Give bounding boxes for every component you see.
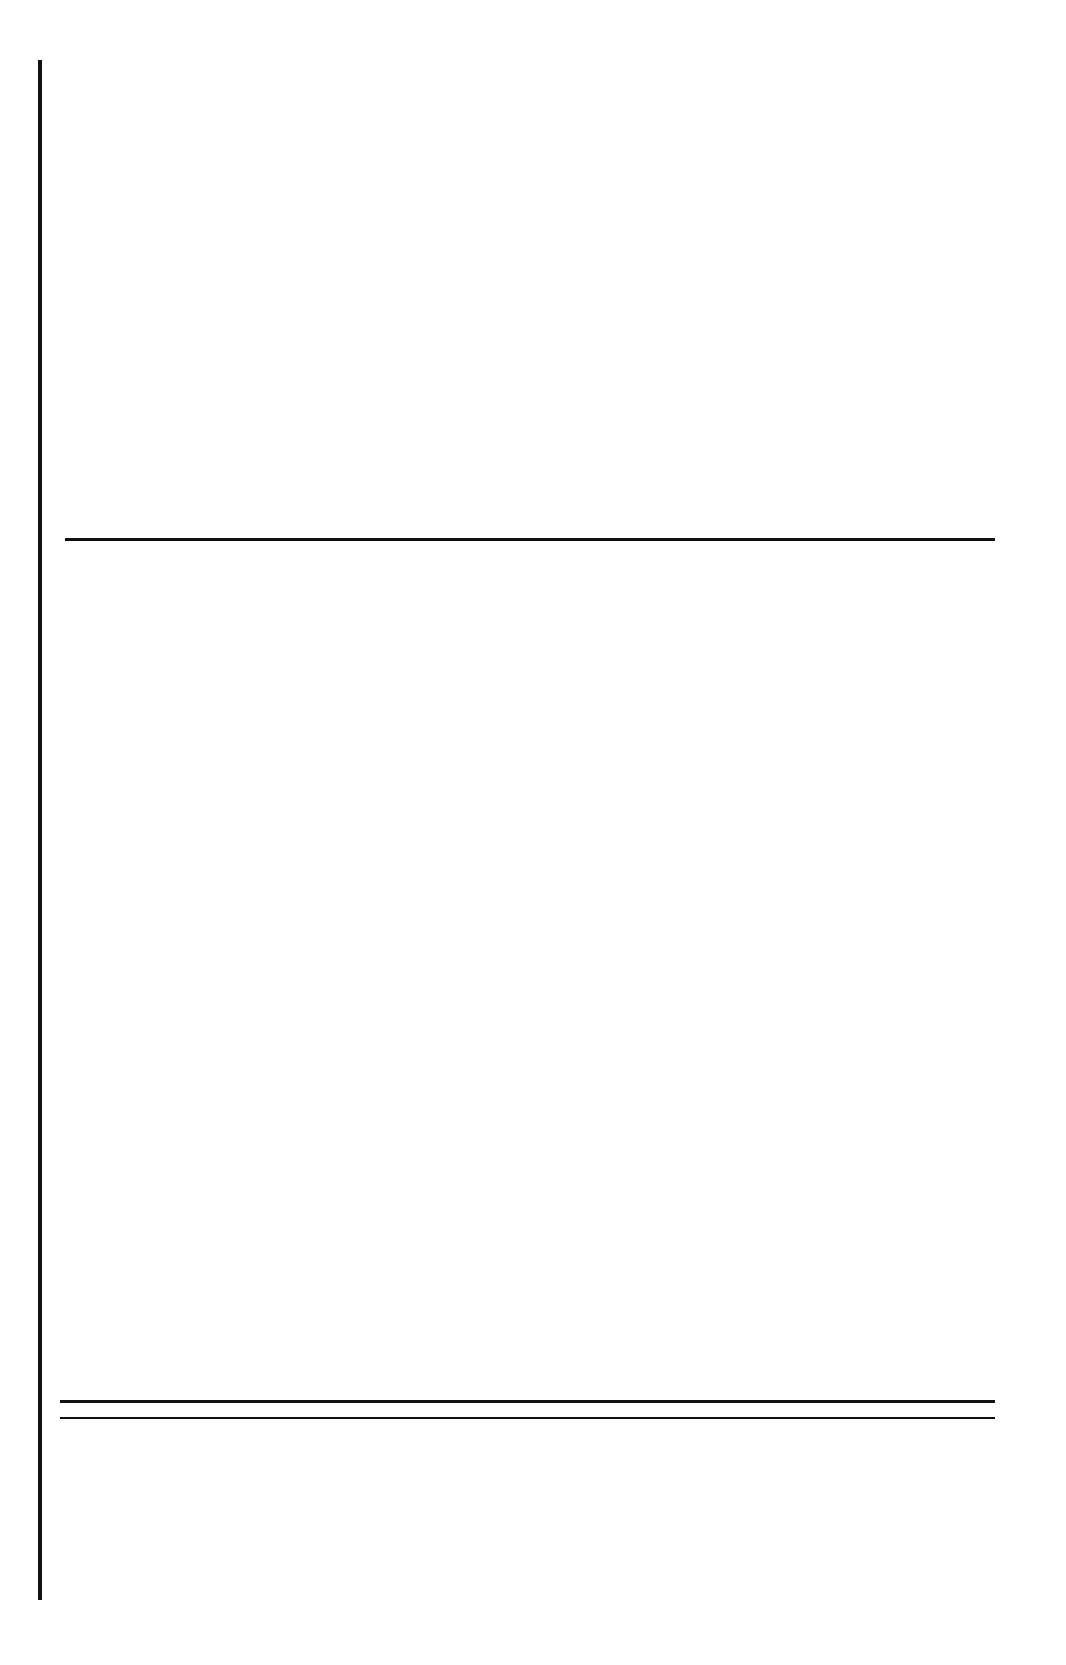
- divider-bottom-thin: [60, 1417, 995, 1419]
- divider-bottom: [60, 1400, 995, 1403]
- divider-top: [65, 538, 995, 541]
